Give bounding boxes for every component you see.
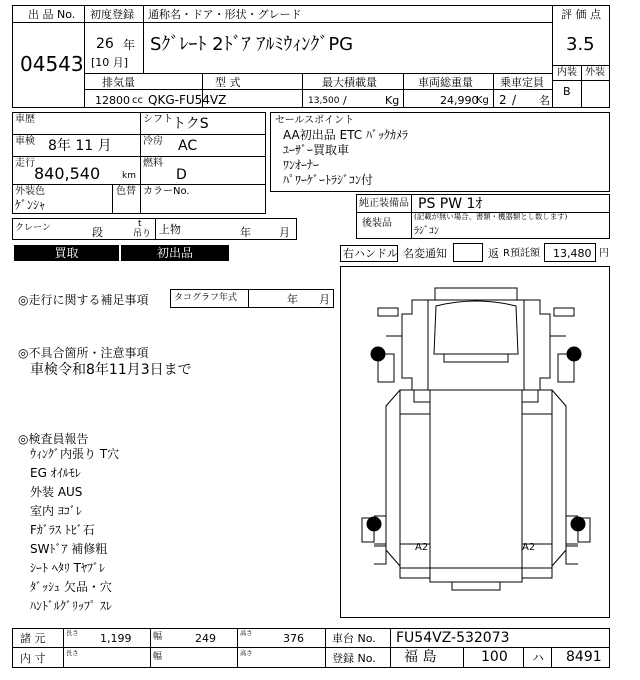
damage-mark: A2 — [522, 542, 536, 553]
mileage-unit: km — [122, 171, 136, 181]
length-value: 1,199 — [100, 632, 132, 645]
length-label: 長さ — [66, 630, 79, 638]
recycle-label: R預託額 — [503, 248, 540, 259]
capacity-sep: / — [512, 93, 517, 107]
sales-point-line: ﾜﾝｵｰﾅｰ — [283, 158, 320, 172]
inner-height-label: 高さ — [240, 650, 253, 658]
width-label: 幅 — [153, 632, 163, 642]
inner-length-label: 長さ — [66, 650, 79, 658]
color-label: 外装色 — [15, 186, 45, 197]
max-load-sep: / — [343, 94, 347, 107]
crane-stage-unit: 段 — [92, 226, 103, 239]
refund-label: 返 — [488, 247, 499, 260]
color-code-label: カラーNo. — [143, 186, 190, 197]
gross-weight-value: 24,990 — [440, 94, 479, 107]
spec-label: 諸 元 — [20, 632, 46, 645]
tacho-year-unit: 年 — [287, 293, 298, 306]
tacho-month-unit: 月 — [319, 293, 330, 306]
chassis-label: 車台 No. — [332, 632, 376, 645]
lot-number: 04543 — [20, 52, 84, 76]
capacity-unit: 名 — [539, 94, 550, 107]
inspector-line: ﾊﾝﾄﾞﾙｸﾞﾘｯﾌﾟ ｽﾚ — [30, 599, 112, 613]
defects-title: ◎不具合箇所・注意事項 — [18, 346, 149, 360]
score-label: 評 価 点 — [561, 8, 601, 21]
inspector-line: Fｶﾞﾗｽ ﾄﾋﾞ石 — [30, 523, 95, 537]
displacement-label: 排気量 — [102, 76, 135, 89]
gross-weight-unit: Kg — [476, 95, 489, 106]
inspector-line: 外装 AUS — [30, 485, 83, 499]
truck-diagram — [340, 266, 610, 618]
aftermarket-value: ﾗｼﾞｺﾝ — [414, 226, 439, 237]
yen-unit: 円 — [599, 248, 609, 259]
aircon-value: AC — [178, 138, 198, 154]
plate-region: 福 島 — [404, 649, 437, 665]
reg-year: 26 — [96, 36, 114, 52]
tacho-label: タコグラフ年式 — [174, 293, 238, 303]
mount-label: 上物 — [159, 223, 181, 236]
height-label: 高さ — [240, 630, 253, 638]
color-value: ｹﾞﾝｼｬ — [15, 198, 46, 212]
name-change-label: 名変通知 — [403, 247, 447, 260]
crane-label: クレーン — [15, 223, 51, 233]
lot-label: 出 品 No. — [28, 8, 76, 21]
plate-kana: ハ — [532, 651, 545, 665]
sales-point-line: AA初出品 ETC ﾊﾞｯｸｶﾒﾗ — [283, 128, 408, 142]
reg-month: [10 月] — [91, 56, 129, 69]
mount-year-unit: 年 — [240, 226, 251, 239]
color-no-label: 色替 — [116, 186, 136, 197]
model-name: Sｸﾞﾚｰﾄ 2ﾄﾞｱ ｱﾙﾐｳｨﾝｸﾞPG — [150, 34, 354, 55]
height-value: 376 — [283, 632, 304, 645]
reg-year-unit: 年 — [123, 38, 136, 52]
fuel-label: 燃料 — [143, 158, 163, 169]
sales-point-line: ﾕｰｻﾞｰ買取車 — [283, 143, 350, 157]
mount-month-unit: 月 — [279, 226, 290, 239]
plate-number: 8491 — [566, 649, 602, 665]
plate-label: 登録 No. — [332, 652, 376, 665]
max-load-label: 最大積載量 — [322, 76, 377, 89]
width-value: 249 — [195, 632, 216, 645]
model-code-value: QKG-FU54VZ — [148, 93, 227, 107]
inspector-line: ｼｰﾄ ﾍﾀﾘ Tﾔﾌﾞﾚ — [30, 561, 105, 575]
history-label: 車歴 — [15, 114, 35, 125]
max-load-value: 13,500 — [308, 96, 340, 106]
inspector-line: 室内 ﾖｺﾞﾚ — [30, 504, 82, 518]
recycle-value: 13,480 — [553, 247, 592, 260]
aircon-label: 冷房 — [143, 136, 163, 147]
inner-dimensions-label: 内 寸 — [20, 652, 46, 665]
damage-mark: A2 — [415, 542, 429, 553]
max-load-unit: Kg — [385, 94, 400, 107]
details-frame — [12, 112, 266, 214]
buy-badge: 買取 — [14, 245, 119, 261]
mileage-label: 走行 — [15, 158, 35, 169]
inspection-label: 車検 — [15, 136, 35, 147]
shift-label: シフト — [143, 114, 173, 125]
displacement-unit: cc — [132, 95, 143, 106]
interior-grade: B — [563, 85, 571, 98]
displacement-value: 12800 — [95, 94, 130, 107]
crane-tons-unit: t — [138, 219, 142, 229]
genuine-equipment-label: 純正装備品 — [359, 198, 409, 209]
model-code-label: 型 式 — [215, 76, 241, 89]
steering-label: 右ハンドル — [343, 247, 398, 260]
driving-notes-title: ◎走行に関する補足事項 — [18, 293, 149, 307]
fuel-value: D — [176, 167, 187, 183]
inspection-value: 8年 11 月 — [48, 138, 112, 154]
first-reg-label: 初度登録 — [90, 8, 134, 21]
inspector-line: SWﾄﾞｱ 補修粗 — [30, 542, 108, 556]
gross-weight-label: 車両総重量 — [418, 76, 473, 89]
crane-lift-label: 吊り — [133, 229, 152, 239]
inspector-line: ｳｨﾝｸﾞ内張り T穴 — [30, 447, 120, 461]
score-value: 3.5 — [566, 34, 595, 55]
capacity-value: 2 — [499, 93, 507, 107]
sales-point-label: セールスポイント — [275, 115, 355, 126]
sales-point-line: ﾊﾟﾜｰｹﾞｰﾄﾗｼﾞｺﾝ付 — [283, 173, 374, 187]
first-listing-badge: 初出品 — [121, 245, 229, 261]
inspector-line: EG ｵｲﾙﾓﾚ — [30, 466, 81, 480]
inspector-line: ﾀﾞｯｼｭ 欠品・穴 — [30, 580, 112, 594]
genuine-equipment-value: PS PW 1ｵ — [418, 196, 483, 212]
mileage-value: 840,540 — [34, 164, 101, 183]
inner-width-label: 幅 — [153, 652, 163, 662]
name-change-box — [453, 243, 483, 262]
shift-value: トクS — [172, 116, 209, 132]
plate-class: 100 — [481, 649, 508, 665]
exterior-label: 外装 — [585, 67, 605, 78]
interior-label: 内装 — [557, 67, 577, 78]
aftermarket-label: 後装品 — [362, 218, 392, 229]
aftermarket-note: (記載が無い場合、書類・機器類とし数します) — [414, 213, 568, 222]
inspector-title: ◎検査員報告 — [18, 432, 89, 446]
capacity-label: 乗車定員 — [500, 76, 544, 89]
chassis-value: FU54VZ-532073 — [396, 630, 510, 646]
defects-text: 車検令和8年11月3日まで — [30, 362, 192, 378]
model-label: 通称名・ドア・形状・グレード — [148, 8, 302, 21]
